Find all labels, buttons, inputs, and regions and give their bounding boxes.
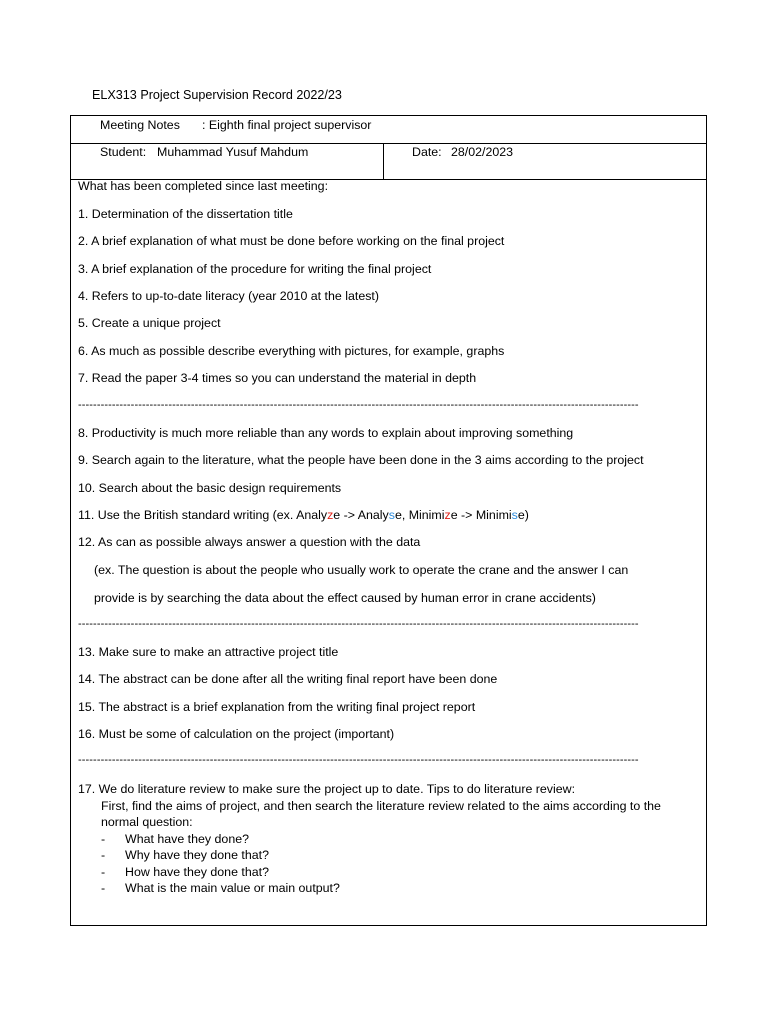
section-separator: ----------------------------------------------------------------------------------------------------------------------------------------------------- [78,618,639,630]
list-item-continuation: (ex. The question is about the people who usually work to operate the crane and the answer I can [94,563,629,577]
bullet-text: What have they done? [125,831,249,846]
item11-text: e -> Minimi [450,508,512,522]
section-separator: ----------------------------------------------------------------------------------------------------------------------------------------------------- [78,399,639,411]
item17-line: normal question: [101,815,193,829]
cell-divider [383,144,384,179]
meeting-notes-label: Meeting Notes [100,118,180,132]
item17-line: First, find the aims of project, and then search the literature review related to the aims according to the [101,798,661,813]
section-separator: ----------------------------------------------------------------------------------------------------------------------------------------------------- [78,754,639,766]
intro-line: What has been completed since last meeting: [78,179,329,193]
student-label: Student: [100,145,147,159]
list-item: 3. A brief explanation of the procedure for writing the final project [78,262,432,276]
supervision-record-table [70,115,707,926]
list-item-british-writing [78,508,529,522]
list-item-continuation: provide is by searching the data about the effect caused by human error in crane accidents) [94,591,596,605]
item11-highlight-s: s [511,508,518,522]
item11-text: e) [517,508,529,522]
list-item: 7. Read the paper 3-4 times so you can understand the material in depth [78,371,477,385]
item17-line: 17. We do literature review to make sure the project up to date. Tips to do literature review: [78,782,576,796]
bullet-item: - How have they done that? [101,864,269,879]
list-item: 8. Productivity is much more reliable than any words to explain about improving something [78,426,574,440]
item11-highlight-s: s [388,508,395,522]
bullet-item: - Why have they done that? [101,848,269,862]
list-item: 2. A brief explanation of what must be done before working on the final project [78,234,505,248]
bullet-text: Why have they done that? [125,848,269,862]
item11-text: 11. Use the British standard writing (ex. Analy [78,508,328,522]
date-value: 28/02/2023 [451,145,514,159]
meeting-notes-value: : Eighth final project supervisor [202,118,372,132]
list-item: 4. Refers to up-to-date literacy (year 2010 at the latest) [78,289,379,303]
list-item: 16. Must be some of calculation on the project (important) [78,727,395,741]
list-item: 10. Search about the basic design requirements [78,481,342,495]
document-title: ELX313 Project Supervision Record 2022/23 [92,88,342,102]
list-item: 1. Determination of the dissertation title [78,207,293,221]
list-item: 5. Create a unique project [78,316,221,330]
item11-highlight-z: z [444,508,451,522]
list-item: 15. The abstract is a brief explanation from the writing final project report [78,700,476,714]
item11-highlight-z: z [327,508,334,522]
bullet-text: What is the main value or main output? [125,881,340,895]
date-label: Date: [412,145,442,159]
bullet-item: - What is the main value or main output? [101,881,340,895]
list-item: 13. Make sure to make an attractive project title [78,645,339,659]
list-item: 6. As much as possible describe everything with pictures, for example, graphs [78,344,505,358]
list-item: 14. The abstract can be done after all the writing final report have been done [78,672,498,686]
item11-text: e -> Analy [333,508,389,522]
list-item: 9. Search again to the literature, what the people have been done in the 3 aims according to the project [78,453,644,467]
item11-text: e, Minimi [394,508,445,522]
meeting-notes-row [71,116,706,144]
student-name: Muhammad Yusuf Mahdum [157,145,309,159]
bullet-item: - What have they done? [101,831,249,846]
student-date-row [71,144,706,180]
list-item: 12. As can as possible always answer a question with the data [78,535,421,549]
bullet-text: How have they done that? [125,864,269,879]
literature-review-block [78,781,703,897]
